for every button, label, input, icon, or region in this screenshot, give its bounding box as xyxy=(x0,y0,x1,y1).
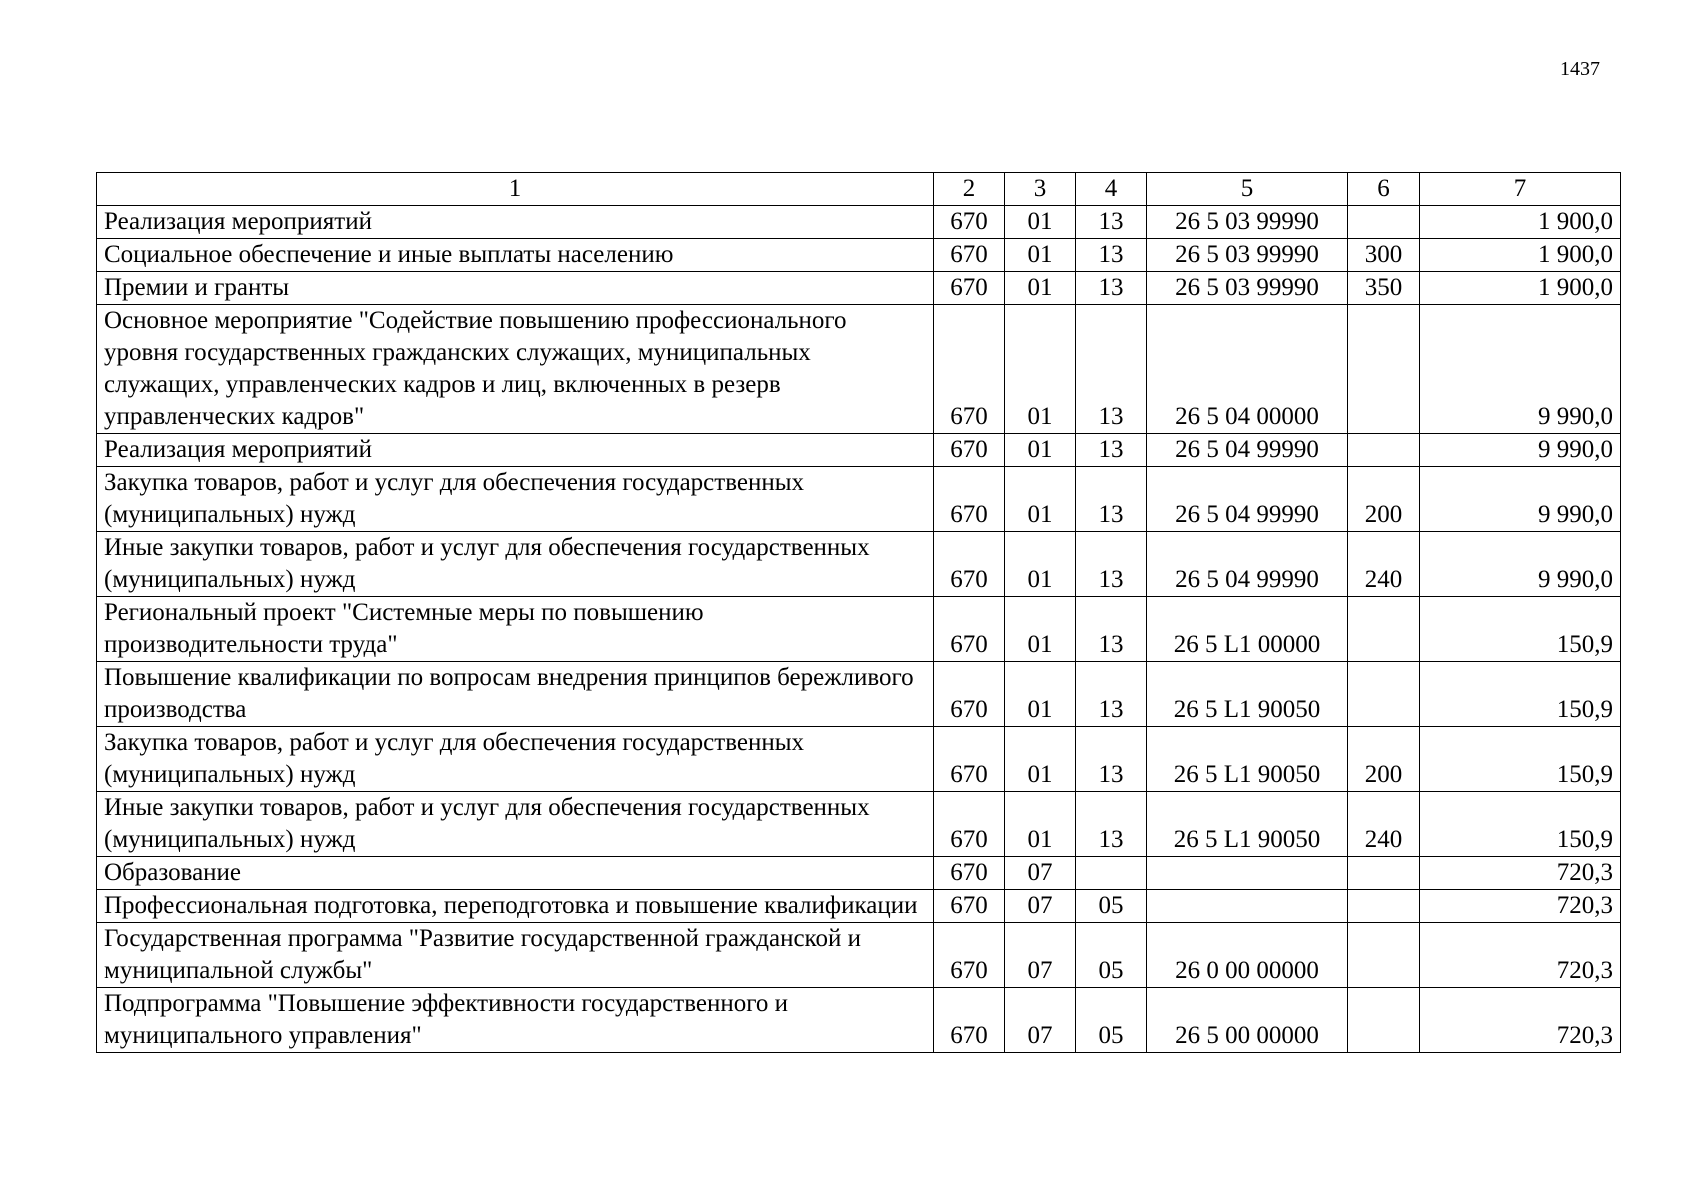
row-section-cell: 01 xyxy=(1005,305,1076,434)
row-target-article-cell: 26 5 04 99990 xyxy=(1147,434,1348,467)
row-subsection-cell: 13 xyxy=(1076,532,1147,597)
row-expense-type-cell xyxy=(1348,206,1420,239)
row-target-article-cell: 26 5 03 99990 xyxy=(1147,239,1348,272)
table-row xyxy=(97,597,1621,662)
row-target-article-cell: 26 5 L1 90050 xyxy=(1147,662,1348,727)
header-cell-subsection: 4 xyxy=(1076,173,1147,206)
header-cell-name: 1 xyxy=(97,173,934,206)
row-ministry-cell: 670 xyxy=(934,890,1005,923)
row-subsection-cell: 13 xyxy=(1076,662,1147,727)
row-subsection-cell: 05 xyxy=(1076,923,1147,988)
row-expense-type-cell: 240 xyxy=(1348,792,1420,857)
row-subsection-cell: 05 xyxy=(1076,890,1147,923)
row-section-cell: 01 xyxy=(1005,467,1076,532)
row-ministry-cell: 670 xyxy=(934,467,1005,532)
header-cell-expense-type: 6 xyxy=(1348,173,1420,206)
row-section-cell: 01 xyxy=(1005,434,1076,467)
row-target-article-cell: 26 5 L1 00000 xyxy=(1147,597,1348,662)
row-expense-type-cell xyxy=(1348,890,1420,923)
row-amount-cell: 1 900,0 xyxy=(1420,272,1621,305)
table-row xyxy=(97,923,1621,988)
row-section-cell: 01 xyxy=(1005,662,1076,727)
row-target-article-cell: 26 5 03 99990 xyxy=(1147,206,1348,239)
row-section-cell: 07 xyxy=(1005,890,1076,923)
row-amount-cell: 720,3 xyxy=(1420,988,1621,1053)
row-target-article-cell: 26 5 00 00000 xyxy=(1147,988,1348,1053)
row-section-cell: 01 xyxy=(1005,727,1076,792)
row-ministry-cell: 670 xyxy=(934,727,1005,792)
row-expense-type-cell xyxy=(1348,662,1420,727)
row-section-cell: 01 xyxy=(1005,532,1076,597)
row-expense-type-cell: 300 xyxy=(1348,239,1420,272)
row-subsection-cell xyxy=(1076,857,1147,890)
header-cell-ministry: 2 xyxy=(934,173,1005,206)
row-amount-cell: 9 990,0 xyxy=(1420,305,1621,434)
row-ministry-cell: 670 xyxy=(934,434,1005,467)
row-name-cell: Реализация мероприятий xyxy=(97,434,934,467)
row-subsection-cell: 13 xyxy=(1076,206,1147,239)
row-target-article-cell xyxy=(1147,890,1348,923)
row-amount-cell: 9 990,0 xyxy=(1420,434,1621,467)
row-subsection-cell: 13 xyxy=(1076,727,1147,792)
row-target-article-cell xyxy=(1147,857,1348,890)
row-ministry-cell: 670 xyxy=(934,792,1005,857)
row-name-cell: Государственная программа "Развитие государственной гражданской и муниципальной службы" xyxy=(97,923,934,988)
header-cell-amount: 7 xyxy=(1420,173,1621,206)
table-row xyxy=(97,239,1621,272)
table-row xyxy=(97,727,1621,792)
row-amount-cell: 720,3 xyxy=(1420,857,1621,890)
budget-table xyxy=(96,172,1621,1053)
row-subsection-cell: 13 xyxy=(1076,434,1147,467)
row-name-cell: Повышение квалификации по вопросам внедрения принципов бережливого производства xyxy=(97,662,934,727)
row-subsection-cell: 13 xyxy=(1076,305,1147,434)
row-subsection-cell: 05 xyxy=(1076,988,1147,1053)
row-section-cell: 01 xyxy=(1005,239,1076,272)
row-amount-cell: 720,3 xyxy=(1420,890,1621,923)
row-ministry-cell: 670 xyxy=(934,988,1005,1053)
row-expense-type-cell xyxy=(1348,857,1420,890)
row-expense-type-cell: 200 xyxy=(1348,727,1420,792)
row-amount-cell: 9 990,0 xyxy=(1420,467,1621,532)
row-subsection-cell: 13 xyxy=(1076,467,1147,532)
row-ministry-cell: 670 xyxy=(934,857,1005,890)
row-amount-cell: 1 900,0 xyxy=(1420,239,1621,272)
row-target-article-cell: 26 5 04 00000 xyxy=(1147,305,1348,434)
header-cell-target-article: 5 xyxy=(1147,173,1348,206)
row-subsection-cell: 13 xyxy=(1076,272,1147,305)
row-ministry-cell: 670 xyxy=(934,206,1005,239)
row-subsection-cell: 13 xyxy=(1076,239,1147,272)
row-name-cell: Иные закупки товаров, работ и услуг для обеспечения государственных (муниципальных) нужд xyxy=(97,792,934,857)
row-expense-type-cell xyxy=(1348,988,1420,1053)
row-subsection-cell: 13 xyxy=(1076,597,1147,662)
table-row xyxy=(97,988,1621,1053)
table-row xyxy=(97,662,1621,727)
row-target-article-cell: 26 5 04 99990 xyxy=(1147,467,1348,532)
row-amount-cell: 9 990,0 xyxy=(1420,532,1621,597)
row-ministry-cell: 670 xyxy=(934,272,1005,305)
row-section-cell: 01 xyxy=(1005,206,1076,239)
row-expense-type-cell xyxy=(1348,923,1420,988)
row-target-article-cell: 26 5 03 99990 xyxy=(1147,272,1348,305)
row-name-cell: Закупка товаров, работ и услуг для обеспечения государственных (муниципальных) нужд xyxy=(97,727,934,792)
table-row xyxy=(97,434,1621,467)
row-name-cell: Образование xyxy=(97,857,934,890)
row-amount-cell: 150,9 xyxy=(1420,727,1621,792)
row-expense-type-cell: 200 xyxy=(1348,467,1420,532)
row-name-cell: Реализация мероприятий xyxy=(97,206,934,239)
row-ministry-cell: 670 xyxy=(934,239,1005,272)
row-name-cell: Премии и гранты xyxy=(97,272,934,305)
row-ministry-cell: 670 xyxy=(934,597,1005,662)
row-expense-type-cell xyxy=(1348,305,1420,434)
table-row xyxy=(97,890,1621,923)
page-number: 1437 xyxy=(1560,58,1600,80)
row-expense-type-cell xyxy=(1348,434,1420,467)
row-amount-cell: 150,9 xyxy=(1420,597,1621,662)
row-ministry-cell: 670 xyxy=(934,305,1005,434)
row-expense-type-cell: 240 xyxy=(1348,532,1420,597)
row-ministry-cell: 670 xyxy=(934,923,1005,988)
row-section-cell: 07 xyxy=(1005,923,1076,988)
row-name-cell: Иные закупки товаров, работ и услуг для обеспечения государственных (муниципальных) нужд xyxy=(97,532,934,597)
table-row xyxy=(97,792,1621,857)
row-section-cell: 01 xyxy=(1005,597,1076,662)
table-row xyxy=(97,206,1621,239)
table-row xyxy=(97,305,1621,434)
row-subsection-cell: 13 xyxy=(1076,792,1147,857)
row-name-cell: Социальное обеспечение и иные выплаты населению xyxy=(97,239,934,272)
row-amount-cell: 150,9 xyxy=(1420,792,1621,857)
table-row xyxy=(97,272,1621,305)
row-target-article-cell: 26 0 00 00000 xyxy=(1147,923,1348,988)
row-name-cell: Закупка товаров, работ и услуг для обеспечения государственных (муниципальных) нужд xyxy=(97,467,934,532)
header-cell-section: 3 xyxy=(1005,173,1076,206)
row-amount-cell: 1 900,0 xyxy=(1420,206,1621,239)
row-expense-type-cell xyxy=(1348,597,1420,662)
table-row xyxy=(97,857,1621,890)
row-target-article-cell: 26 5 04 99990 xyxy=(1147,532,1348,597)
table-row xyxy=(97,467,1621,532)
row-target-article-cell: 26 5 L1 90050 xyxy=(1147,792,1348,857)
row-ministry-cell: 670 xyxy=(934,662,1005,727)
row-section-cell: 01 xyxy=(1005,272,1076,305)
row-name-cell: Подпрограмма "Повышение эффективности государственного и муниципального управления" xyxy=(97,988,934,1053)
row-section-cell: 01 xyxy=(1005,792,1076,857)
row-section-cell: 07 xyxy=(1005,988,1076,1053)
row-amount-cell: 150,9 xyxy=(1420,662,1621,727)
table-header-row xyxy=(97,173,1621,206)
row-target-article-cell: 26 5 L1 90050 xyxy=(1147,727,1348,792)
row-section-cell: 07 xyxy=(1005,857,1076,890)
row-amount-cell: 720,3 xyxy=(1420,923,1621,988)
row-ministry-cell: 670 xyxy=(934,532,1005,597)
row-name-cell: Профессиональная подготовка, переподготовка и повышение квалификации xyxy=(97,890,934,923)
row-expense-type-cell: 350 xyxy=(1348,272,1420,305)
row-name-cell: Региональный проект "Системные меры по повышению производительности труда" xyxy=(97,597,934,662)
row-name-cell: Основное мероприятие "Содействие повышению профессионального уровня государственных гражданских служащих, муниципальных служащих, управленческих кадров и лиц, включенных в резерв управленческих кадров" xyxy=(97,305,934,434)
table-row xyxy=(97,532,1621,597)
